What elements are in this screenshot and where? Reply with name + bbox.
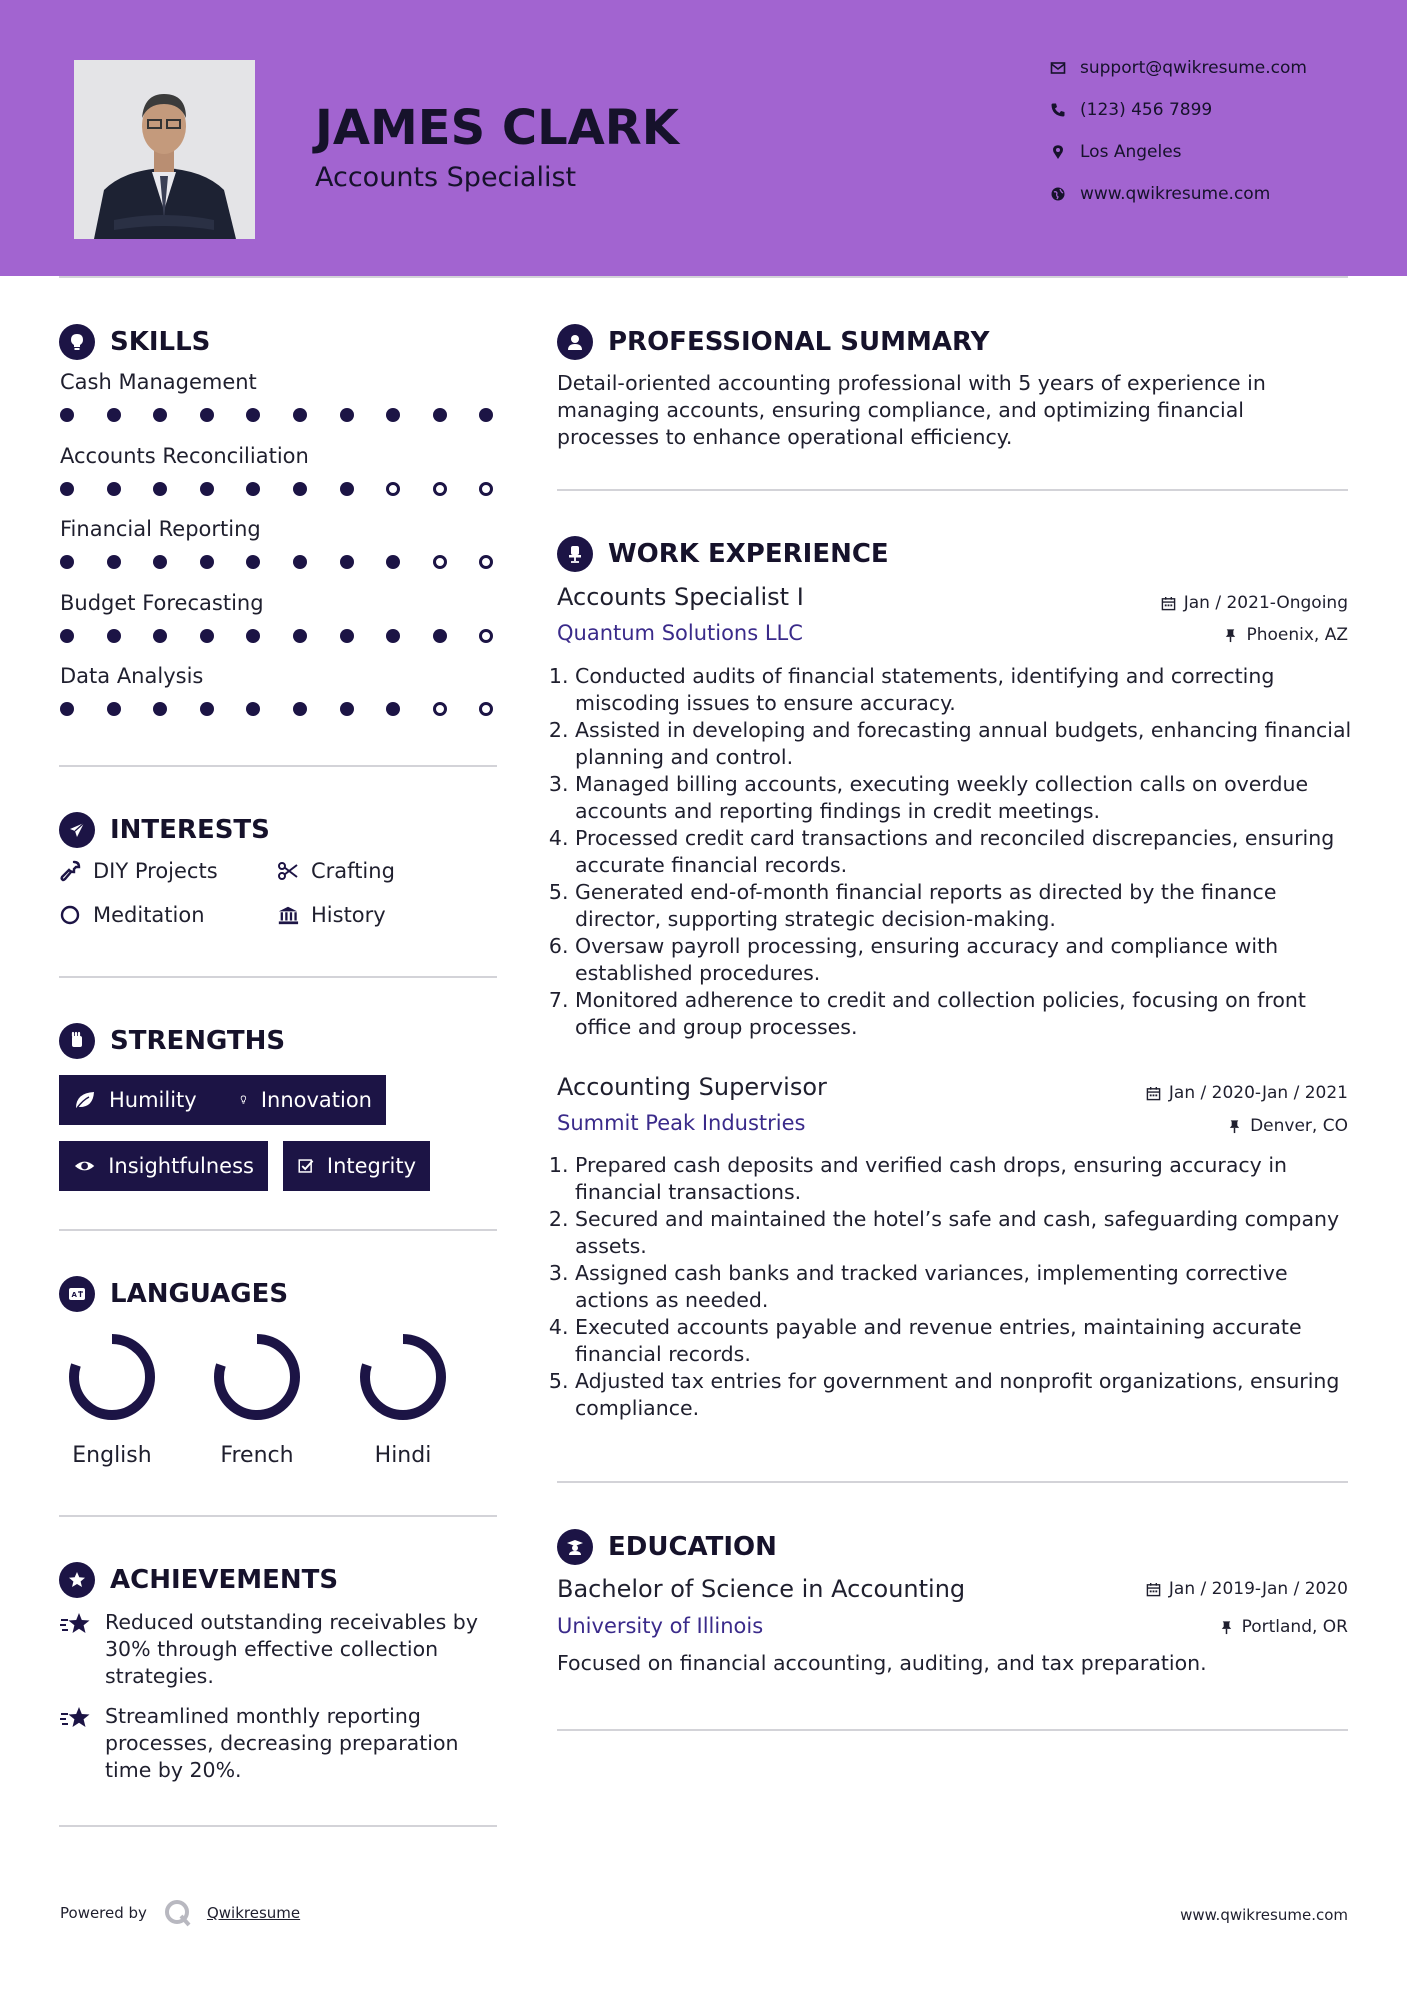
footer-powered-by: Powered by Qwikresume xyxy=(60,1898,300,1928)
rating-dot-filled xyxy=(200,629,214,643)
strength-tag-humility: Humility xyxy=(59,1075,231,1125)
school-name: University of Illinois xyxy=(557,1614,764,1638)
rating-dot-filled xyxy=(340,702,354,716)
strengths-divider xyxy=(59,1229,497,1231)
job-location: Denver, CO xyxy=(1227,1116,1348,1136)
job-title: Accounts Specialist I xyxy=(557,583,804,611)
rating-dot-filled xyxy=(153,629,167,643)
duty-item: 5. Adjusted tax entries for government and nonprofit organizations, ensuring compliance. xyxy=(575,1368,1365,1422)
summary-heading: PROFESSIONAL SUMMARY xyxy=(557,324,989,360)
rating-dot-filled xyxy=(293,555,307,569)
education-location: Portland, OR xyxy=(1219,1617,1348,1637)
education-divider xyxy=(557,1729,1348,1731)
rating-dot-filled xyxy=(340,408,354,422)
interest-history: History xyxy=(277,903,386,927)
language-name: French xyxy=(220,1443,294,1468)
rating-dot-filled xyxy=(340,482,354,496)
duty-item: 2. Assisted in developing and forecasting annual budgets, enhancing financial planning and control. xyxy=(575,717,1365,771)
rating-dot-filled xyxy=(153,482,167,496)
rating-dot-filled xyxy=(200,555,214,569)
rating-dot-filled xyxy=(433,408,447,422)
map-pin-icon xyxy=(1050,144,1080,160)
duty-item: 1. Conducted audits of financial statements, identifying and correcting miscoding issues to ensure accuracy. xyxy=(575,663,1365,717)
company-name: Quantum Solutions LLC xyxy=(557,621,803,645)
profile-photo xyxy=(74,60,255,239)
calendar-icon xyxy=(1146,1582,1161,1597)
rating-dot-filled xyxy=(246,408,260,422)
rating-dot-filled xyxy=(386,629,400,643)
svg-text:A: A xyxy=(71,1291,77,1299)
skill-name: Financial Reporting xyxy=(60,517,261,541)
strength-tag-integrity: Integrity xyxy=(283,1141,430,1191)
interests-divider xyxy=(59,976,497,978)
rating-dot-filled xyxy=(200,482,214,496)
skill-rating xyxy=(60,408,526,422)
duty-item: 3. Managed billing accounts, executing weekly collection calls on overdue accounts and reporting findings in credit meetings. xyxy=(575,771,1365,825)
rating-dot-filled xyxy=(107,629,121,643)
rating-dot-empty xyxy=(479,555,493,569)
skills-divider xyxy=(59,765,497,767)
lightbulb-icon xyxy=(238,1088,249,1112)
rating-dot-filled xyxy=(60,555,74,569)
experience-divider xyxy=(557,1481,1348,1483)
job-dates: Jan / 2020-Jan / 2021 xyxy=(1146,1083,1348,1103)
education-heading: EDUCATION xyxy=(557,1529,777,1565)
rating-dot-filled xyxy=(293,482,307,496)
rating-dot-filled xyxy=(153,702,167,716)
strength-tag-innovation: Innovation xyxy=(224,1075,386,1125)
header-band xyxy=(0,0,1407,276)
languages-divider xyxy=(59,1515,497,1517)
degree-title: Bachelor of Science in Accounting xyxy=(557,1575,966,1603)
rating-dot-filled xyxy=(246,482,260,496)
rating-dot-empty xyxy=(433,482,447,496)
duty-item: 7. Monitored adherence to credit and collection policies, focusing on front office and group processes. xyxy=(575,987,1365,1041)
summary-divider xyxy=(557,489,1348,491)
leaf-icon xyxy=(73,1088,97,1112)
rating-dot-filled xyxy=(153,555,167,569)
skill-name: Data Analysis xyxy=(60,664,204,688)
candidate-role: Accounts Specialist xyxy=(315,162,577,193)
duty-item: 2. Secured and maintained the hotel’s safe and cash, safeguarding company assets. xyxy=(575,1206,1365,1260)
phone-icon xyxy=(1050,102,1080,118)
calendar-icon xyxy=(1161,596,1176,611)
interest-crafting: Crafting xyxy=(277,859,395,883)
qwikresume-logo-icon xyxy=(163,1898,193,1928)
rating-dot-filled xyxy=(386,408,400,422)
languages-heading: A LANGUAGES xyxy=(59,1276,288,1312)
qwikresume-link[interactable]: Qwikresume xyxy=(206,1904,301,1922)
language-name: English xyxy=(72,1443,152,1468)
skill-name: Cash Management xyxy=(60,370,257,394)
rating-dot-filled xyxy=(340,555,354,569)
summary-text: Detail-oriented accounting professional with 5 years of experience in managing accounts, ensuring compliance, and optimizing financial processes to enhance operational efficiency. xyxy=(557,371,1266,449)
rating-dot-filled xyxy=(60,629,74,643)
footer-url[interactable]: www.qwikresume.com xyxy=(1180,1906,1348,1924)
contact-website[interactable]: www.qwikresume.com xyxy=(1050,184,1270,204)
duty-item: 1. Prepared cash deposits and verified cash drops, ensuring accuracy in financial transactions. xyxy=(575,1152,1365,1206)
duty-item: 6. Oversaw payroll processing, ensuring accuracy and compliance with established procedures. xyxy=(575,933,1365,987)
lightbulb-icon xyxy=(59,324,95,360)
rating-dot-filled xyxy=(293,702,307,716)
duty-item: 5. Generated end-of-month financial reports as directed by the finance director, supporting strategic decision-making. xyxy=(575,879,1365,933)
job-dates: Jan / 2021-Ongoing xyxy=(1161,593,1348,613)
paper-plane-icon xyxy=(59,812,95,848)
bank-icon xyxy=(277,904,311,926)
check-square-icon xyxy=(297,1154,315,1178)
rating-dot-filled xyxy=(107,555,121,569)
pushpin-icon xyxy=(1219,1620,1234,1635)
achievements-divider xyxy=(59,1825,497,1827)
job-duties-list xyxy=(557,663,1365,1041)
star-icon xyxy=(60,1703,105,1784)
rating-dot-filled xyxy=(153,408,167,422)
pushpin-icon xyxy=(1223,628,1238,643)
rating-dot-empty xyxy=(479,629,493,643)
rating-dot-empty xyxy=(433,702,447,716)
duty-item: 4. Executed accounts payable and revenue entries, maintaining accurate financial records. xyxy=(575,1314,1365,1368)
experience-heading: WORK EXPERIENCE xyxy=(557,536,889,572)
language-proficiency-ring xyxy=(359,1333,447,1421)
rating-dot-filled xyxy=(200,408,214,422)
circle-icon xyxy=(59,904,93,926)
skill-name: Budget Forecasting xyxy=(60,590,264,615)
rating-dot-filled xyxy=(107,482,121,496)
rating-dot-filled xyxy=(293,629,307,643)
rating-dot-empty xyxy=(433,555,447,569)
education-dates: Jan / 2019-Jan / 2020 xyxy=(1146,1579,1348,1599)
globe-icon xyxy=(1050,186,1080,202)
rating-dot-filled xyxy=(60,482,74,496)
rating-dot-filled xyxy=(60,702,74,716)
rating-dot-empty xyxy=(386,482,400,496)
contact-email[interactable]: support@qwikresume.com xyxy=(1050,58,1307,78)
rating-dot-filled xyxy=(107,408,121,422)
skills-heading: SKILLS xyxy=(59,324,210,360)
rating-dot-filled xyxy=(340,629,354,643)
scissors-icon xyxy=(277,860,311,882)
interests-heading: INTERESTS xyxy=(59,812,270,848)
pushpin-icon xyxy=(1227,1119,1242,1134)
skill-rating xyxy=(60,702,526,716)
rating-dot-filled xyxy=(386,702,400,716)
rating-dot-filled xyxy=(433,629,447,643)
candidate-name: JAMES CLARK xyxy=(315,100,679,156)
skill-rating xyxy=(60,629,526,643)
language-name: Hindi xyxy=(374,1443,432,1468)
rating-dot-empty xyxy=(479,702,493,716)
language-proficiency-ring xyxy=(68,1333,156,1421)
job-duties-list xyxy=(557,1152,1365,1422)
star-badge-icon xyxy=(59,1562,95,1598)
rating-dot-filled xyxy=(246,702,260,716)
office-chair-icon xyxy=(557,536,593,572)
interest-meditation: Meditation xyxy=(59,903,205,927)
duty-item: 4. Processed credit card transactions and reconciled discrepancies, ensuring accurate financial records. xyxy=(575,825,1365,879)
language-icon xyxy=(59,1276,95,1312)
education-description: Focused on financial accounting, auditing, and tax preparation. xyxy=(557,1651,1207,1675)
rating-dot-filled xyxy=(293,408,307,422)
rating-dot-filled xyxy=(246,555,260,569)
job-title: Accounting Supervisor xyxy=(557,1073,827,1101)
fist-icon xyxy=(59,1023,95,1059)
header-divider xyxy=(59,276,1348,278)
user-icon xyxy=(557,324,593,360)
skill-rating xyxy=(60,482,526,496)
job-location: Phoenix, AZ xyxy=(1223,625,1348,645)
eye-icon xyxy=(73,1154,96,1178)
strength-tag-insightfulness: Insightfulness xyxy=(59,1141,268,1191)
contact-location: Los Angeles xyxy=(1050,142,1182,162)
language-proficiency-ring xyxy=(213,1333,301,1421)
rating-dot-filled xyxy=(246,629,260,643)
calendar-icon xyxy=(1146,1086,1161,1101)
rating-dot-filled xyxy=(107,702,121,716)
duty-item: 3. Assigned cash banks and tracked variances, implementing corrective actions as needed. xyxy=(575,1260,1365,1314)
company-name: Summit Peak Industries xyxy=(557,1111,806,1135)
graduate-icon xyxy=(557,1529,593,1565)
envelope-icon xyxy=(1050,60,1080,76)
rating-dot-empty xyxy=(479,482,493,496)
achievement-item: Reduced outstanding receivables by 30% through effective collection strategies. xyxy=(60,1609,500,1690)
skill-rating xyxy=(60,555,526,569)
interest-diy-projects: DIY Projects xyxy=(59,859,218,883)
rating-dot-filled xyxy=(60,408,74,422)
star-icon xyxy=(60,1609,105,1690)
skill-name: Accounts Reconciliation xyxy=(60,443,309,468)
achievement-item: Streamlined monthly reporting processes, decreasing preparation time by 20%. xyxy=(60,1703,500,1784)
achievements-heading: ACHIEVEMENTS xyxy=(59,1562,338,1598)
strengths-heading: STRENGTHS xyxy=(59,1023,285,1059)
rating-dot-filled xyxy=(386,555,400,569)
contact-phone[interactable]: (123) 456 7899 xyxy=(1050,100,1212,120)
wrench-icon xyxy=(59,860,93,882)
rating-dot-filled xyxy=(479,408,493,422)
rating-dot-filled xyxy=(200,702,214,716)
